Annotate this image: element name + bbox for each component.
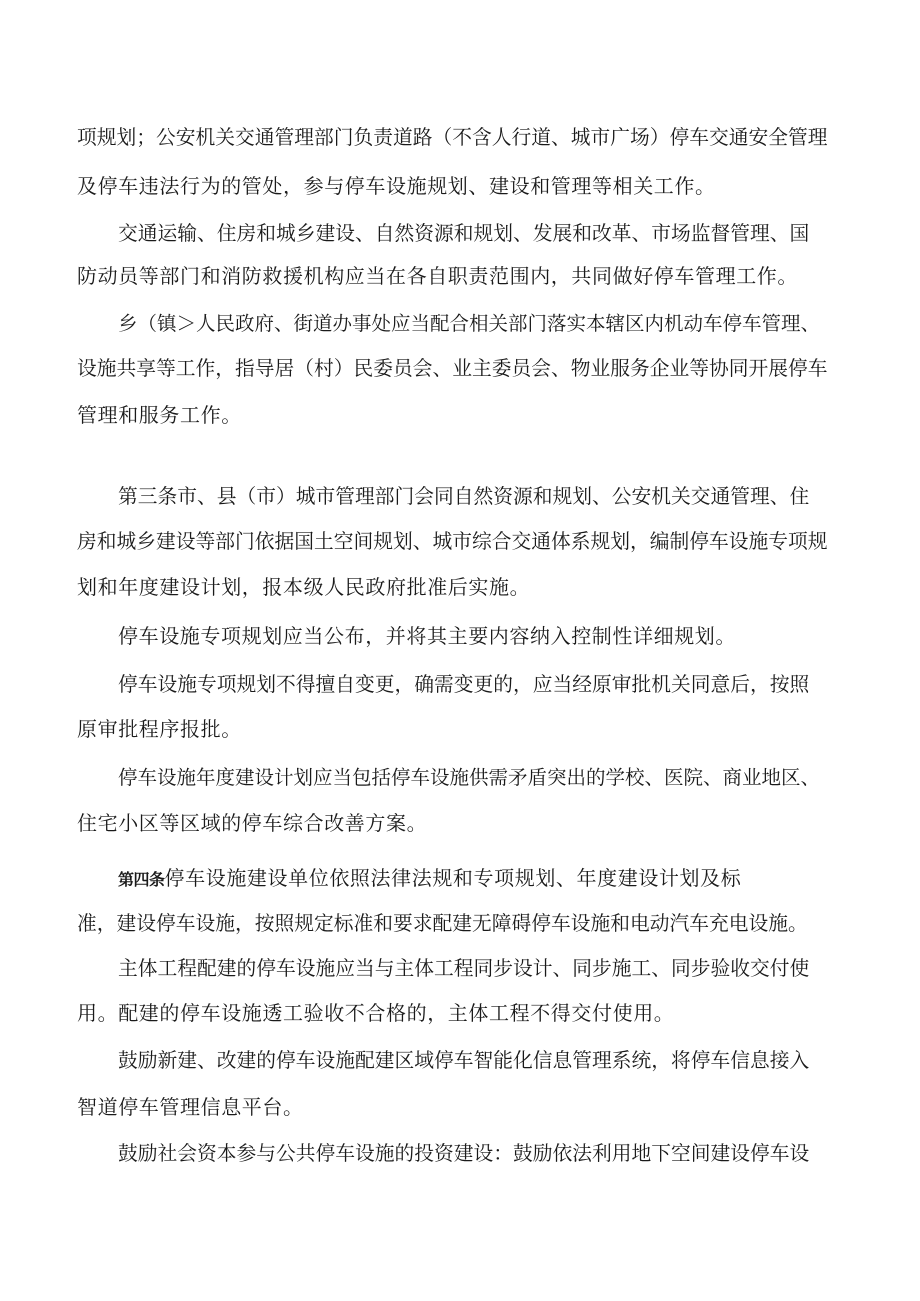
para-10-line-2: 智道停车管理信息平台。 [77, 1095, 304, 1119]
para-2-line-2: 防动员等部门和消防救援机构应当在各自职责范围内，共同做好停车管理工作。 [77, 264, 798, 288]
para-7-line-2: 住宅小区等区域的停车综合改善方案。 [77, 811, 428, 835]
para-1-line-2: 及停车违法行为的管处，参与停车设施规划、建设和管理等相关工作。 [77, 174, 716, 198]
para-10-line-1: 鼓励新建、改建的停车设施配建区域停车智能化信息管理系统，将停车信息接入 [118, 1049, 810, 1072]
para-3-line-1: 乡（镇＞人民政府、街道办事处应当配合相关部门落实本辖区内机动车停车管理、 [118, 312, 821, 335]
para-1-line-1: 项规划；公安机关交通管理部门负责道路（不含人行道、城市广场）停车交通安全管理 [77, 126, 828, 149]
para-9-line-2: 用。配建的停车设施透工验收不合格的，主体工程不得交付使用。 [77, 1001, 675, 1025]
para-4-line-3: 划和年度建设计划，报本级人民政府批准后实施。 [77, 575, 531, 599]
para-9-line-1: 主体工程配建的停车设施应当与主体工程同步设计、同步施工、同步验收交付使 [118, 957, 810, 980]
para-5-line-1: 停车设施专项规划应当公布，并将其主要内容纳入控制性详细规划。 [118, 624, 736, 648]
para-8-line-2: 准，建设停车设施，按照规定标准和要求配建无障碍停车设施和电动汽车充电设施。 [77, 912, 808, 935]
para-6-line-1: 停车设施专项规划不得擅自变更，确需变更的，应当经原审批机关同意后，按照 [118, 673, 810, 696]
para-11-line-1: 鼓励社会资本参与公共停车设施的投资建设：鼓励依法利用地下空间建设停车设 [118, 1142, 810, 1165]
para-3-line-3: 管理和服务工作。 [77, 403, 242, 427]
para-3-line-2: 设施共享等工作，指导居（村）民委员会、业主委员会、物业服务企业等协同开展停车 [77, 357, 828, 380]
article-heading: 第四条 [118, 870, 165, 889]
para-2-line-1: 交通运输、住房和城乡建设、自然资源和规划、发展和改革、市场监督管理、国 [118, 222, 810, 245]
article-text: 停车设施建设单位依照法律法规和专项规划、年度建设计划及标 [164, 866, 742, 890]
para-4-line-1: 第三条市、县（市）城市管理部门会同自然资源和规划、公安机关交通管理、住 [118, 485, 810, 508]
para-4-line-2: 房和城乡建设等部门依据国土空间规划、城市综合交通体系规划，编制停车设施专项规 [77, 530, 828, 553]
para-8-line-1 [118, 864, 741, 894]
para-6-line-2: 原审批程序报批。 [77, 717, 242, 741]
para-7-line-1: 停车设施年度建设计划应当包括停车设施供需矛盾突出的学校、医院、商业地区、 [118, 766, 821, 789]
